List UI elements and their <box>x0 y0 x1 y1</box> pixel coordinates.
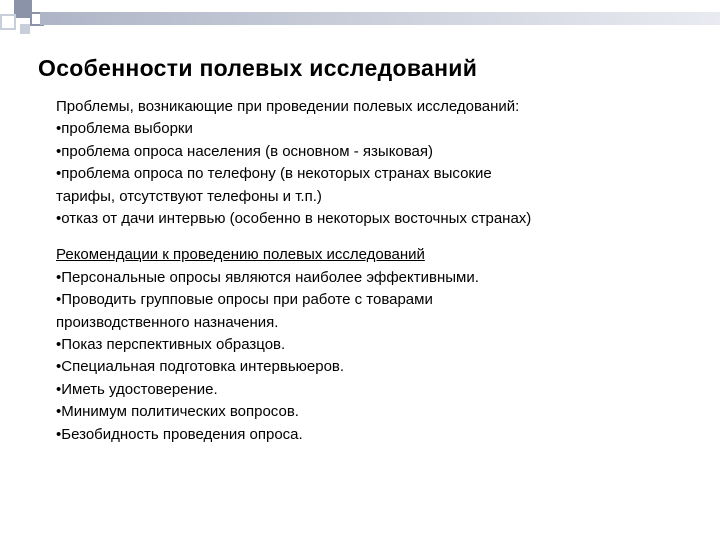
problem-item: •проблема опроса по телефону (в некоторых странах высокие <box>56 165 492 183</box>
section-gap <box>56 230 686 244</box>
decor-top-bar <box>40 12 720 25</box>
recommendation-item: •Иметь удостоверение. <box>56 380 218 398</box>
slide-title: Особенности полевых исследований <box>38 55 478 81</box>
recommendation-item: •Персональные опросы являются наиболее эффективными. <box>56 268 479 286</box>
recommendation-item-continuation: производственного назначения. <box>56 313 279 331</box>
problem-item: •проблема опроса населения (в основном - языковая) <box>56 142 434 160</box>
recommendation-item: •Специальная подготовка интервьюеров. <box>56 358 345 376</box>
decor-square-small <box>20 24 30 34</box>
recommendations-heading: Рекомендации к проведению полевых исследований <box>56 246 425 264</box>
problem-item: •отказ от дачи интервью (особенно в некоторых восточных странах) <box>56 210 532 228</box>
problems-heading: Проблемы, возникающие при проведении полевых исследований: <box>56 98 520 115</box>
problem-item: •проблема выборки <box>56 120 193 138</box>
recommendation-item: •Минимум политических вопросов. <box>56 403 299 421</box>
decorative-header <box>0 0 720 50</box>
recommendation-item: •Безобидность проведения опроса. <box>56 425 303 443</box>
problem-item-continuation: тарифы, отсутствуют телефоны и т.п.) <box>56 187 322 205</box>
recommendation-item: •Показ перспективных образцов. <box>56 336 286 354</box>
decor-square-light <box>0 14 16 30</box>
slide-body <box>56 96 686 446</box>
recommendation-item: •Проводить групповые опросы при работе с товарами <box>56 291 433 309</box>
